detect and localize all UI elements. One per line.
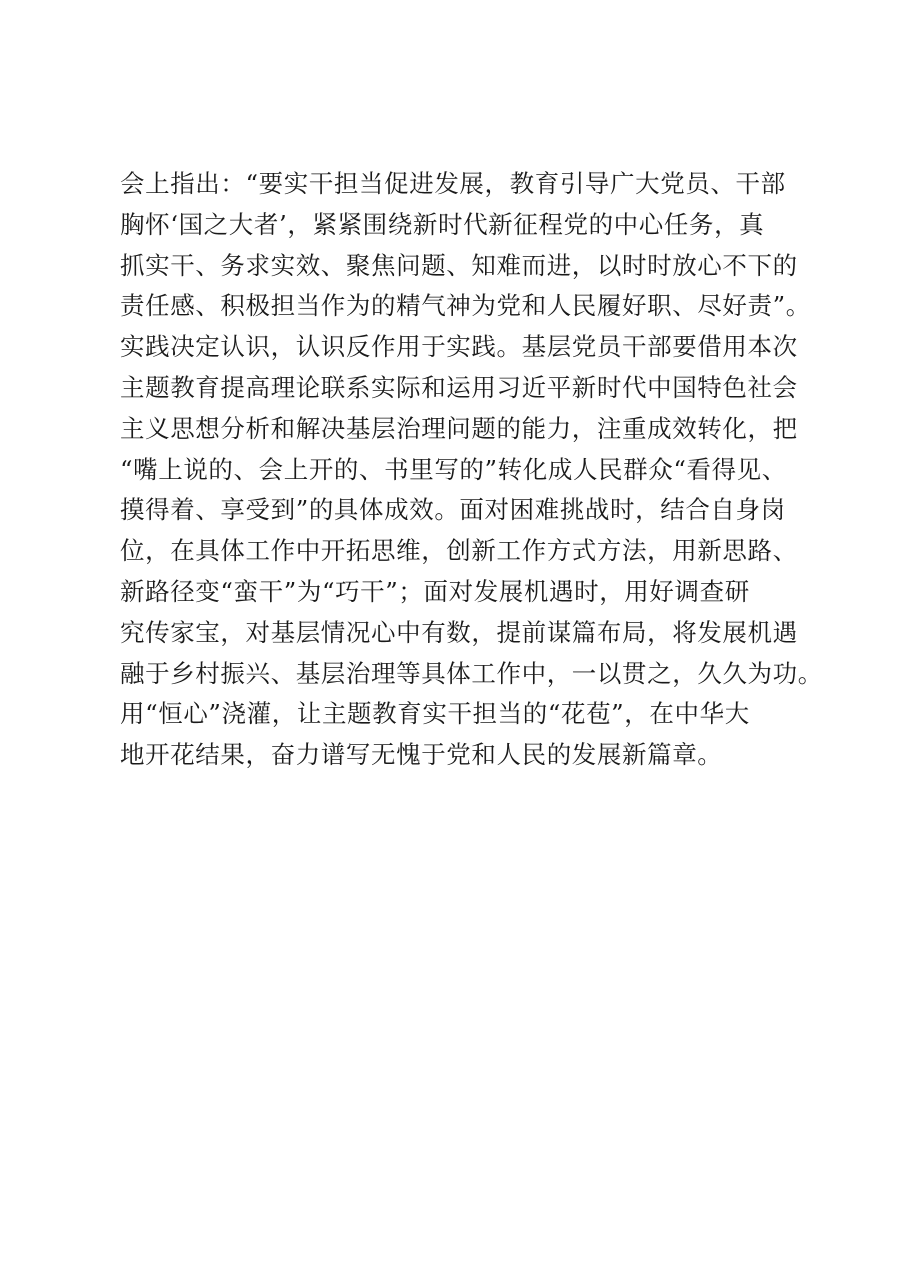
- paragraph-line-8: “嘴上说的、会上开的、书里写的”转化成人民群众“看得见、: [120, 454, 787, 484]
- paragraph-line-12: 究传家宝，对基层情况心中有数，提前谋篇布局，将发展机遇: [120, 617, 798, 647]
- paragraph-line-13: 融于乡村振兴、基层治理等具体工作中，一以贯之，久久为功。: [120, 658, 823, 688]
- paragraph-line-3: 抓实干、务求实效、聚焦问题、知难而进，以时时放心不下的: [120, 250, 798, 280]
- paragraph-line-5: 实践决定认识，认识反作用于实践。基层党员干部要借用本次: [120, 332, 798, 362]
- paragraph-line-2: 胸怀‘国之大者’，紧紧围绕新时代新征程党的中心任务，真: [120, 209, 765, 239]
- paragraph-line-11: 新路径变“蛮干”为“巧干”；面对发展机遇时，用好调查研: [120, 576, 750, 606]
- body-paragraph: [120, 164, 840, 776]
- paragraph-line-6: 主题教育提高理论联系实际和运用习近平新时代中国特色社会: [120, 372, 798, 402]
- paragraph-line-14: 用“恒心”浇灌，让主题教育实干担当的“花苞”，在中华大: [120, 699, 750, 729]
- paragraph-line-4: 责任感、积极担当作为的精气神为党和人民履好职、尽好责”。: [120, 291, 811, 321]
- paragraph-line-9: 摸得着、享受到”的具体成效。面对困难挑战时，结合自身岗: [120, 495, 786, 525]
- paragraph-line-15: 地开花结果，奋力谱写无愧于党和人民的发展新篇章。: [120, 740, 723, 770]
- paragraph-line-7: 主义思想分析和解决基层治理问题的能力，注重成效转化，把: [120, 413, 798, 443]
- paragraph-line-1: 会上指出：“要实干担当促进发展，教育引导广大党员、干部: [120, 169, 786, 198]
- paragraph-line-10: 位，在具体工作中开拓思维，创新工作方式方法，用新思路、: [120, 536, 798, 566]
